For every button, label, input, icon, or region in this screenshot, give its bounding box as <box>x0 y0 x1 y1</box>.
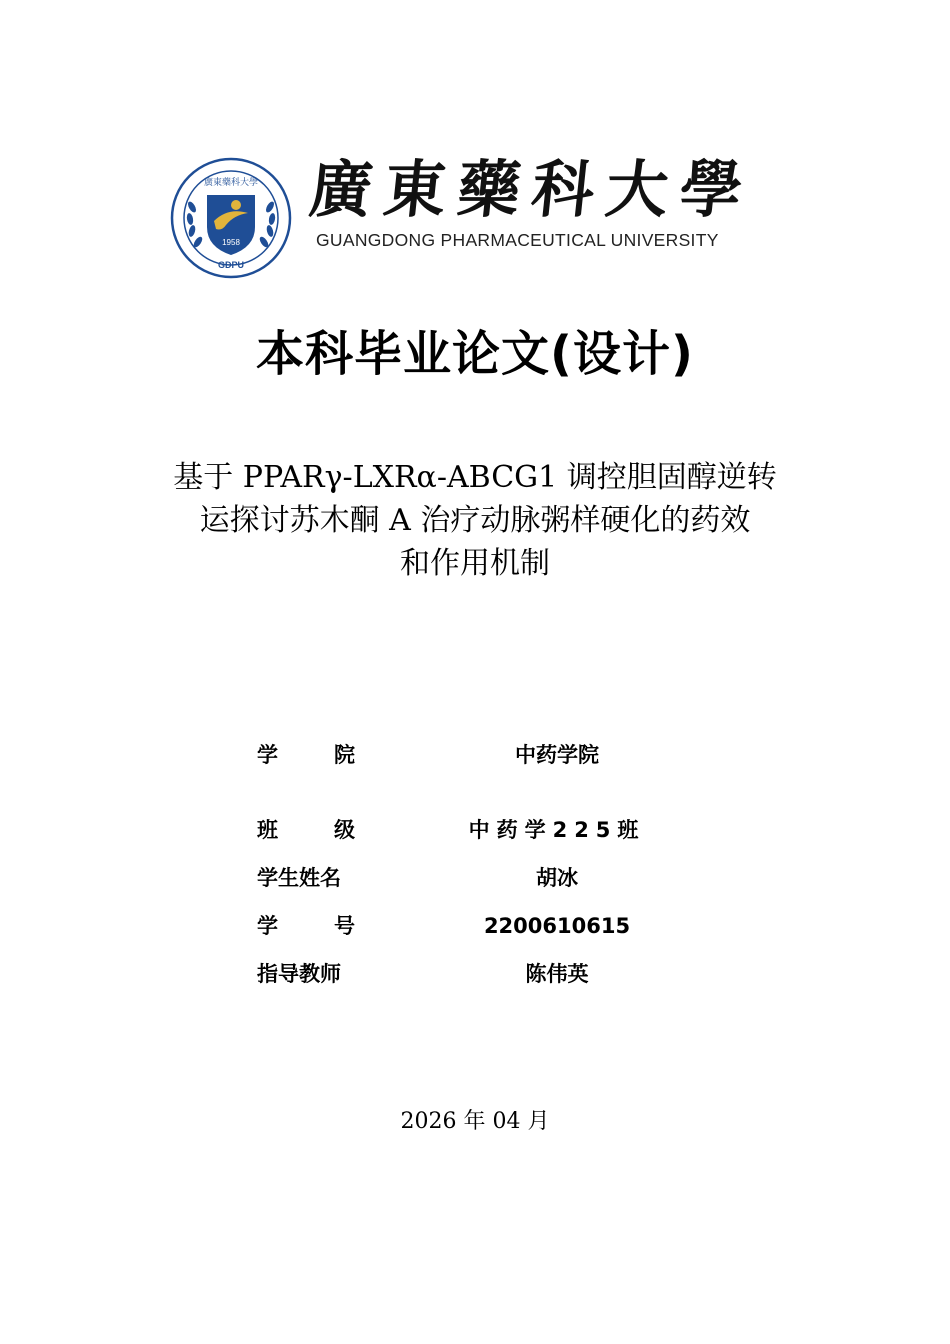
seal-year-text: 1958 <box>222 238 240 247</box>
thesis-title-line: 基于 PPARγ-LXRα-ABCG1 调控胆固醇逆转 <box>173 460 777 495</box>
student-name-value: 胡冰 <box>536 866 578 890</box>
student-name-label: 学生姓名 <box>257 866 341 890</box>
info-row-college <box>257 740 717 770</box>
info-row-advisor <box>257 959 717 989</box>
thesis-title-line: 运探讨苏木酮 A 治疗动脉粥样硬化的药效 <box>199 503 751 538</box>
university-seal-logo <box>170 157 292 279</box>
info-row-student-id <box>257 911 717 941</box>
submission-date: 2026 年 04 月 <box>400 1109 550 1134</box>
class-value: 中药学225班 <box>468 818 646 842</box>
advisor-label: 指导教师 <box>257 962 341 986</box>
college-label: 学院 <box>257 743 411 767</box>
thesis-title-line: 和作用机制 <box>400 546 550 581</box>
info-row-student-name <box>257 863 717 893</box>
seal-top-text: 廣東藥科大學 <box>203 178 259 188</box>
student-id-label: 学号 <box>257 914 411 938</box>
university-name-english: GUANGDONG PHARMACEUTICAL UNIVERSITY <box>316 230 719 250</box>
seal-abbr-text: GDPU <box>217 260 245 270</box>
student-id-value: 2200610615 <box>483 914 631 938</box>
class-label: 班级 <box>257 818 411 842</box>
document-title: 本科毕业论文(设计) <box>256 326 694 382</box>
university-name-chinese: 廣東藥科大學 <box>306 153 758 226</box>
info-row-class <box>257 815 717 845</box>
advisor-value: 陈伟英 <box>525 962 589 986</box>
college-value: 中药学院 <box>515 743 599 767</box>
thesis-title <box>140 456 810 585</box>
